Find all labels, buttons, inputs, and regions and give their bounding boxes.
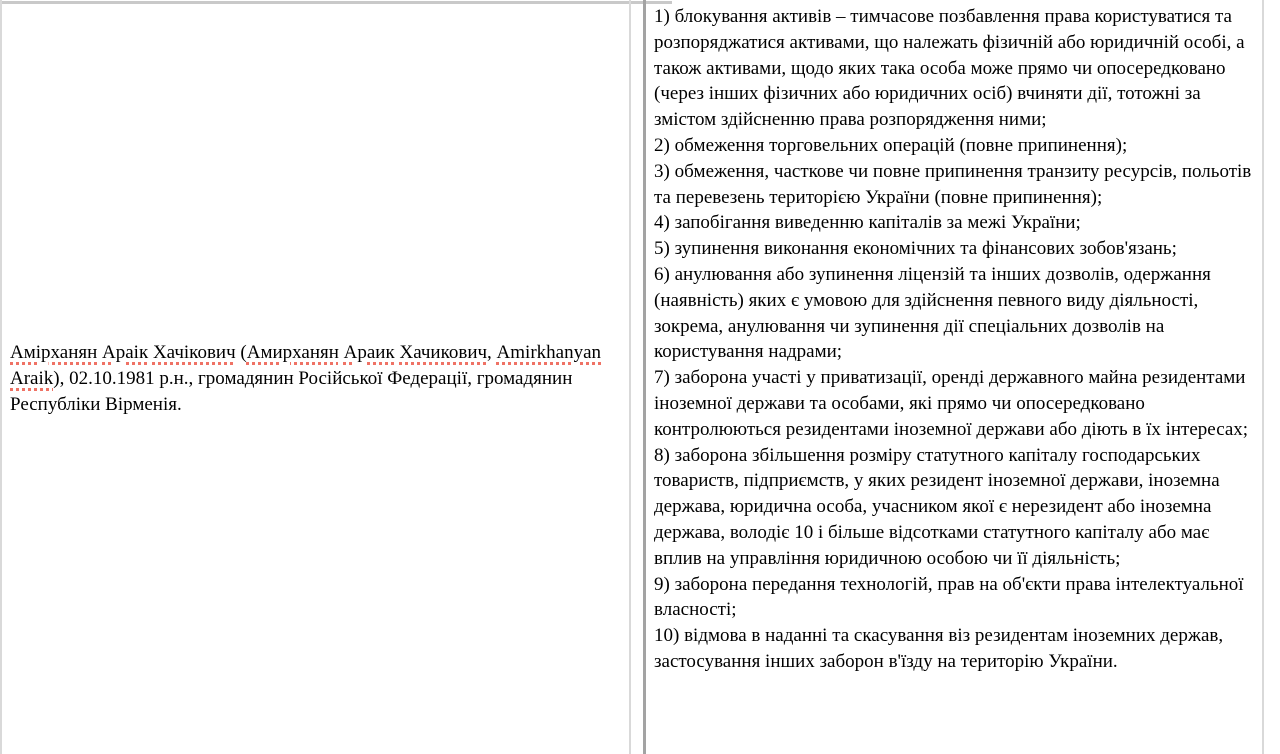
sanctions-list xyxy=(654,4,1256,675)
sanction-item: 7) заборона участі у приватизації, оренді державного майна резидентами іноземної держави та особами, які прямо чи опосередковано контролюються резидентами іноземної держави або діють в їх інтересах; xyxy=(654,367,1249,440)
table-cell-sanctions xyxy=(646,0,1262,754)
sanction-item: 9) заборона передання технологій, прав на об'єкти права інтелектуальної власності; xyxy=(654,573,1244,621)
text-segment: ( xyxy=(235,342,247,364)
misspelled-word: Хачікович xyxy=(152,342,236,364)
column-divider-light xyxy=(629,0,631,754)
misspelled-word: Араік xyxy=(102,342,149,364)
sanction-item: 4) запобігання виведенню капіталів за межі України; xyxy=(654,212,1081,234)
sanction-item: 5) зупинення виконання економічних та фінансових зобов'язань; xyxy=(654,238,1177,260)
misspelled-word: Амірханян xyxy=(10,342,98,364)
sanction-item: 6) анулювання або зупинення ліцензій та інших дозволів, одержання (наявність) яких є умовою для здійснення певного виду діяльності, зокрема, анулювання чи зупинення дії спеціальних дозволів на користування надрами; xyxy=(654,263,1211,363)
table-right-border xyxy=(1262,0,1264,754)
sanction-item: 10) відмова в наданні та скасування віз резидентам іноземних держав, застосування інших заборон в'їзду на територію України. xyxy=(654,625,1224,672)
person-description xyxy=(10,340,619,417)
sanction-item: 3) обмеження, часткове чи повне припинення транзиту ресурсів, польотів та перевезень територією України (повне припинення); xyxy=(654,160,1252,208)
misspelled-word: Araik xyxy=(10,368,54,390)
sanction-item: 1) блокування активів – тимчасове позбавлення права користуватися та розпоряджатися активами, що належать фізичній або юридичній особі, а також активами, щодо яких така особа може прямо чи опосередковано (через інших фізичних або юридичних осіб) вчиняти дії, тотожні за змістом здійсненню права розпорядження ними; xyxy=(654,6,1245,131)
sanction-item: 2) обмеження торговельних операцій (повне припинення); xyxy=(654,134,1128,156)
text-segment: , xyxy=(487,342,497,364)
misspelled-word: Хачикович xyxy=(399,342,488,364)
misspelled-word: Amirkhanyan xyxy=(496,342,602,364)
misspelled-word: Араик xyxy=(343,342,395,364)
misspelled-word: Амирханян xyxy=(246,342,339,364)
table-cell-person xyxy=(2,4,629,754)
text-segment: ), 02.10.1981 р.н., громадянин Російської Федерації, громадянин Республіки Вірменія. xyxy=(10,368,573,415)
sanction-item: 8) заборона збільшення розміру статутного капіталу господарських товариств, підприємств, у яких резидент іноземної держави, іноземна держава, юридична особа, учасником якої є нерезидент або іноземна держава, володіє 10 і більше відсотками статутного капіталу або має вплив на управління юридичною особою чи її діяльність; xyxy=(654,444,1220,569)
